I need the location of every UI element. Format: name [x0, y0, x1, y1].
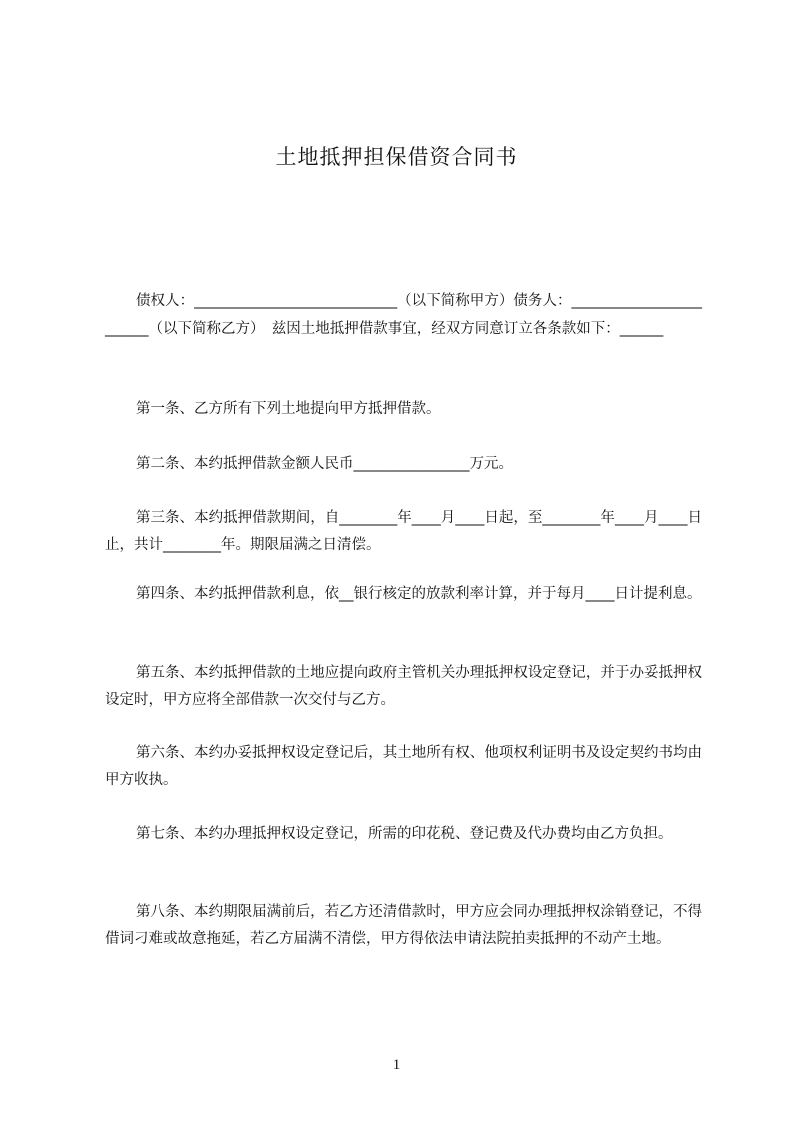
parties-paragraph: 债权人：____________________________（以下简称甲方）债务人：________________________（以下简称乙方） 兹因土地抵押借款事宜，经双方同意订立各条款如下：______ — [105, 293, 702, 337]
article-1: 第一条、乙方所有下列土地提向甲方抵押借款。 — [136, 401, 441, 417]
article-3: 第三条、本约抵押借款期间，自________年____月____日起，至________年____月____日止，共计________年。期限届满之日清偿。 — [105, 510, 702, 553]
article-2: 第二条、本约抵押借款金额人民币________________万元。 — [136, 456, 513, 472]
article-5: 第五条、本约抵押借款的土地应提向政府主管机关办理抵押权设定登记，并于办妥抵押权设定时，甲方应将全部借款一次交付与乙方。 — [105, 665, 702, 708]
page-number: 1 — [392, 1057, 401, 1073]
article-8: 第八条、本约期限届满前后，若乙方还清借款时，甲方应会同办理抵押权涂销登记，不得借词刁难或故意拖延，若乙方届满不清偿，甲方得依法申请法院拍卖抵押的不动产土地。 — [105, 904, 702, 947]
article-4: 第四条、本约抵押借款利息，依__银行核定的放款利率计算，并于每月____日计提利息。 — [136, 586, 702, 602]
document-title: 土地抵押担保借资合同书 — [275, 145, 518, 169]
article-7: 第七条、本约办理抵押权设定登记，所需的印花税、登记费及代办费均由乙方负担。 — [136, 826, 673, 842]
article-6: 第六条、本约办妥抵押权设定登记后，其土地所有权、他项权利证明书及设定契约书均由甲方收执。 — [105, 745, 702, 788]
